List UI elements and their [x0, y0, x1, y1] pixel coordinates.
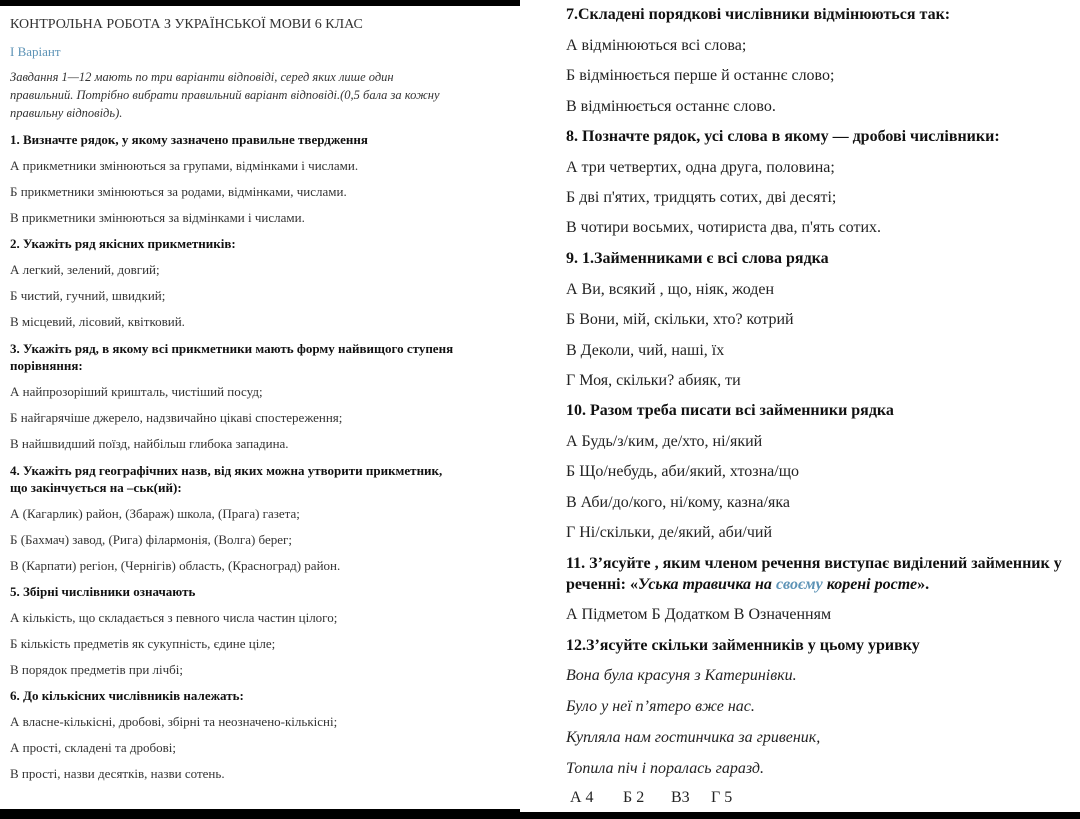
- answer-option[interactable]: В Деколи, чий, наші, їх: [566, 342, 725, 359]
- poem-line: Купляла нам гостинчика за гривеник,: [566, 729, 821, 746]
- answer-option[interactable]: Г Моя, скільки? абияк, ти: [566, 372, 741, 389]
- question-3-cont: порівняння:: [10, 358, 83, 373]
- answer-option[interactable]: В місцевий, лісовий, квітковий.: [10, 314, 185, 329]
- answer-option[interactable]: Б дві п'ятих, тридцять сотих, дві десяті;: [566, 189, 837, 206]
- answer-option[interactable]: В (Карпати) регіон, (Чернігів) область, (Красноград) район.: [10, 558, 341, 573]
- answer-option[interactable]: Г Ні/скільки, де/який, аби/чий: [566, 524, 772, 541]
- question-5: 5. Збірні числівники означають: [10, 584, 196, 599]
- answer-option[interactable]: Б кількість предметів як сукупність, єдине ціле;: [10, 636, 276, 651]
- question-2: 2. Укажіть ряд якісних прикметників:: [10, 236, 236, 251]
- answer-option[interactable]: А Ви, всякий , що, ніяк, жоден: [566, 281, 775, 298]
- right-column: [520, 0, 1080, 812]
- answer-option[interactable]: А легкий, зелений, довгий;: [10, 262, 160, 277]
- question-7: 7.Складені порядкові числівники відмінюються так:: [566, 6, 951, 23]
- answer-option[interactable]: Б (Бахмач) завод, (Рига) філармонія, (Волга) берег;: [10, 532, 292, 547]
- answer-option[interactable]: А кількість, що складається з певного числа частин цілого;: [10, 610, 338, 625]
- answer-option[interactable]: А 4: [570, 789, 594, 806]
- answer-option[interactable]: Б відмінюється перше й останнє слово;: [566, 67, 835, 84]
- test-title: КОНТРОЛЬНА РОБОТА З УКРАЇНСЬКОЇ МОВИ 6 КЛАС: [10, 17, 363, 32]
- question-3: 3. Укажіть ряд, в якому всі прикметники мають форму найвищого ступеня: [10, 341, 454, 356]
- answer-option[interactable]: А три четвертих, одна друга, половина;: [566, 159, 835, 176]
- answer-options-row[interactable]: А Підметом Б Додатком В Означенням: [566, 606, 832, 623]
- answer-option[interactable]: В порядок предметів при лічбі;: [10, 662, 184, 677]
- answer-option[interactable]: А прості, складені та дробові;: [10, 740, 176, 755]
- question-11: 11. З’ясуйте , яким членом речення виступає виділений займенник у: [566, 555, 1062, 572]
- poem-line: Топила піч і поралась гаразд.: [566, 760, 764, 777]
- answer-option[interactable]: А власне-кількісні, дробові, збірні та неозначено-кількісні;: [10, 714, 338, 729]
- poem-line: Вона була красуня з Катеринівки.: [566, 667, 797, 684]
- question-4-cont: що закінчується на –ськ(ий):: [10, 480, 182, 495]
- answer-option[interactable]: Б Вони, мій, скільки, хто? котрий: [566, 311, 794, 328]
- answer-option[interactable]: Б найгарячіше джерело, надзвичайно цікаві спостереження;: [10, 410, 343, 425]
- answer-option[interactable]: Б 2: [623, 789, 645, 806]
- answer-option[interactable]: А (Кагарлик) район, (Збараж) школа, (Прага) газета;: [10, 506, 300, 521]
- question-9: 9. 1.Займенниками є всі слова рядка: [566, 250, 829, 267]
- answer-option[interactable]: Б чистий, гучний, швидкий;: [10, 288, 166, 303]
- answer-option[interactable]: В Аби/до/кого, ні/кому, казна/яка: [566, 494, 790, 511]
- question-11-sentence: реченні: «Уська травичка на своєму корені росте».: [566, 576, 930, 593]
- question-6: 6. До кількісних числівників належать:: [10, 688, 244, 703]
- answer-option[interactable]: В найшвидший поїзд, найбільш глибока западина.: [10, 436, 289, 451]
- instructions-line: Завдання 1—12 мають по три варіанти відповіді, серед яких лише один: [10, 70, 394, 84]
- left-column: [0, 6, 520, 809]
- answer-option[interactable]: В3: [671, 789, 690, 806]
- answer-option[interactable]: В відмінюється останнє слово.: [566, 98, 776, 115]
- answer-option[interactable]: А відмінюються всі слова;: [566, 37, 747, 54]
- answer-option[interactable]: А найпрозоріший кришталь, чистіший посуд;: [10, 384, 263, 399]
- question-4: 4. Укажіть ряд географічних назв, від яких можна утворити прикметник,: [10, 463, 443, 478]
- answer-option[interactable]: В чотири восьмих, чотириста два, п'ять сотих.: [566, 219, 882, 236]
- answer-options-row: [570, 789, 732, 807]
- question-1: 1. Визначте рядок, у якому зазначено правильне твердження: [10, 132, 368, 147]
- instructions-line: правильну відповідь).: [10, 106, 123, 120]
- question-8: 8. Позначте рядок, усі слова в якому — дробові числівники:: [566, 128, 1000, 145]
- question-10: 10. Разом треба писати всі займенники рядка: [566, 402, 894, 419]
- answer-option[interactable]: А Будь/з/ким, де/хто, ні/який: [566, 433, 763, 450]
- instructions-line: правильний. Потрібно вибрати правильний варіант відповіді.(0,5 бала за кожну: [10, 88, 440, 102]
- question-12: 12.З’ясуйте скільки займенників у цьому уривку: [566, 637, 920, 654]
- answer-option[interactable]: В прикметники змінюються за відмінками і числами.: [10, 210, 305, 225]
- answer-option[interactable]: Б Що/небудь, аби/який, хтозна/що: [566, 463, 800, 480]
- answer-option[interactable]: А прикметники змінюються за групами, відмінками і числами.: [10, 158, 359, 173]
- poem-line: Було у неї п’ятеро вже нас.: [566, 698, 755, 715]
- variant-label: І Варіант: [10, 44, 61, 59]
- highlighted-pronoun: своєму: [775, 576, 823, 593]
- answer-option[interactable]: В прості, назви десятків, назви сотень.: [10, 766, 225, 781]
- answer-option[interactable]: Б прикметники змінюються за родами, відмінками, числами.: [10, 184, 347, 199]
- answer-option[interactable]: Г 5: [711, 789, 733, 806]
